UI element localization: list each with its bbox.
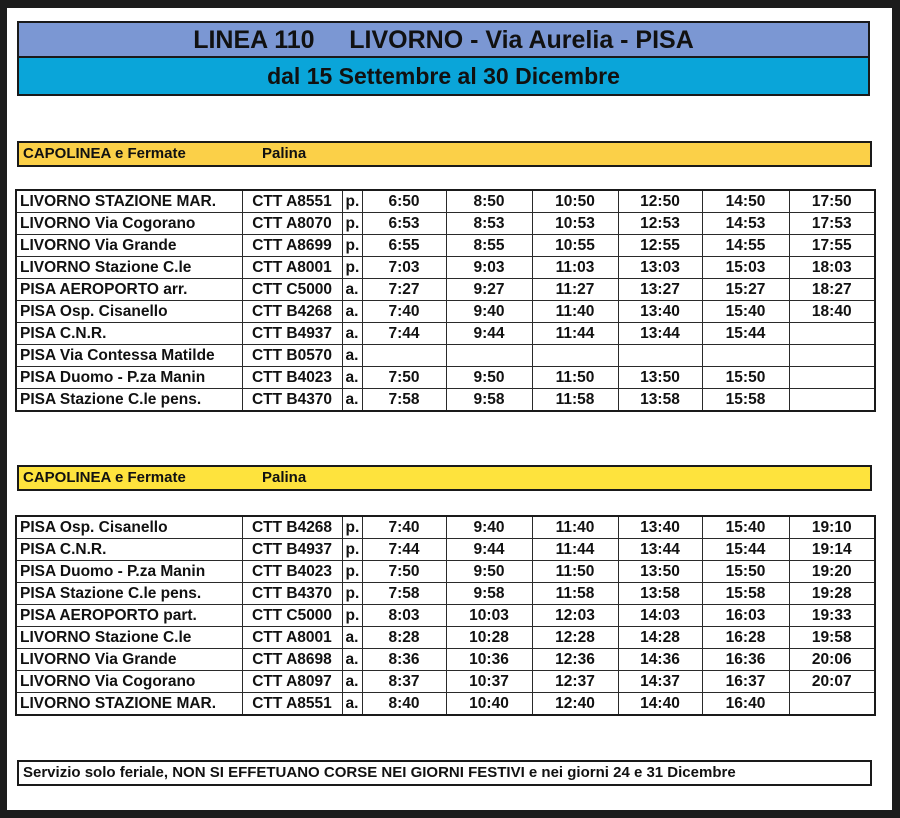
arrival-departure-flag: a.	[342, 389, 362, 412]
stop-name: LIVORNO Via Cogorano	[16, 213, 242, 235]
departure-time	[789, 323, 875, 345]
departure-time: 12:03	[532, 605, 618, 627]
timetable-row	[16, 583, 875, 605]
departure-time: 15:58	[702, 583, 789, 605]
departure-time: 14:53	[702, 213, 789, 235]
departure-time: 15:27	[702, 279, 789, 301]
stop-name: PISA Duomo - P.za Manin	[16, 367, 242, 389]
departure-time: 13:03	[618, 257, 702, 279]
palina-code: CTT C5000	[242, 605, 342, 627]
departure-time: 10:40	[446, 693, 532, 716]
arrival-departure-flag: a.	[342, 671, 362, 693]
arrival-departure-flag: a.	[342, 693, 362, 716]
palina-code: CTT B4370	[242, 389, 342, 412]
departure-time: 13:44	[618, 323, 702, 345]
timetable-row	[16, 190, 875, 213]
timetable-row	[16, 605, 875, 627]
palina-code: CTT B4370	[242, 583, 342, 605]
arrival-departure-flag: a.	[342, 323, 362, 345]
departure-time: 12:40	[532, 693, 618, 716]
inbound-palina-heading: Palina	[262, 469, 307, 486]
departure-time: 11:50	[532, 367, 618, 389]
departure-time: 17:55	[789, 235, 875, 257]
timetable-row	[16, 671, 875, 693]
timetable-row	[16, 323, 875, 345]
palina-code: CTT A8070	[242, 213, 342, 235]
timetable-row	[16, 627, 875, 649]
departure-time: 10:53	[532, 213, 618, 235]
departure-time: 10:37	[446, 671, 532, 693]
departure-time: 12:50	[618, 190, 702, 213]
inbound-header-band	[17, 465, 872, 491]
departure-time: 14:50	[702, 190, 789, 213]
departure-time: 20:07	[789, 671, 875, 693]
stop-name: LIVORNO Via Cogorano	[16, 671, 242, 693]
departure-time: 13:27	[618, 279, 702, 301]
departure-time: 13:44	[618, 539, 702, 561]
departure-time: 9:27	[446, 279, 532, 301]
departure-time: 10:03	[446, 605, 532, 627]
departure-time: 9:58	[446, 389, 532, 412]
departure-time: 13:50	[618, 561, 702, 583]
palina-code: CTT B0570	[242, 345, 342, 367]
outbound-header-band	[17, 141, 872, 167]
departure-time: 13:58	[618, 389, 702, 412]
departure-time: 16:37	[702, 671, 789, 693]
departure-time: 11:50	[532, 561, 618, 583]
departure-time: 12:28	[532, 627, 618, 649]
stop-name: PISA C.N.R.	[16, 539, 242, 561]
departure-time: 19:58	[789, 627, 875, 649]
departure-time: 15:40	[702, 516, 789, 539]
arrival-departure-flag: p.	[342, 516, 362, 539]
timetable-row	[16, 301, 875, 323]
page-title: LINEA 110 LIVORNO - Via Aurelia - PISA	[17, 21, 870, 58]
stop-name: PISA Osp. Cisanello	[16, 301, 242, 323]
palina-code: CTT A8698	[242, 649, 342, 671]
stop-name: PISA Via Contessa Matilde	[16, 345, 242, 367]
timetable-row	[16, 389, 875, 412]
departure-time	[789, 389, 875, 412]
departure-time: 11:40	[532, 516, 618, 539]
departure-time: 15:58	[702, 389, 789, 412]
departure-time	[789, 693, 875, 716]
departure-time: 15:40	[702, 301, 789, 323]
departure-time: 10:50	[532, 190, 618, 213]
validity-period: dal 15 Settembre al 30 Dicembre	[17, 58, 870, 96]
departure-time	[789, 345, 875, 367]
timetable-row	[16, 693, 875, 716]
departure-time: 11:58	[532, 389, 618, 412]
departure-time: 10:55	[532, 235, 618, 257]
timetable-row	[16, 539, 875, 561]
departure-time	[532, 345, 618, 367]
departure-time: 14:55	[702, 235, 789, 257]
departure-time: 14:28	[618, 627, 702, 649]
departure-time: 7:58	[362, 583, 446, 605]
stop-name: LIVORNO Via Grande	[16, 649, 242, 671]
arrival-departure-flag: a.	[342, 627, 362, 649]
departure-time	[702, 345, 789, 367]
departure-time: 14:40	[618, 693, 702, 716]
departure-time: 14:37	[618, 671, 702, 693]
departure-time: 6:50	[362, 190, 446, 213]
palina-code: CTT A8001	[242, 627, 342, 649]
departure-time: 15:44	[702, 323, 789, 345]
arrival-departure-flag: p.	[342, 605, 362, 627]
departure-time: 9:50	[446, 367, 532, 389]
timetable-row	[16, 367, 875, 389]
palina-code: CTT C5000	[242, 279, 342, 301]
stop-name: PISA Stazione C.le pens.	[16, 389, 242, 412]
palina-code: CTT A8699	[242, 235, 342, 257]
departure-time: 7:50	[362, 561, 446, 583]
stop-name: PISA Stazione C.le pens.	[16, 583, 242, 605]
departure-time: 8:55	[446, 235, 532, 257]
departure-time: 11:40	[532, 301, 618, 323]
departure-time: 19:14	[789, 539, 875, 561]
departure-time: 13:40	[618, 301, 702, 323]
departure-time: 7:44	[362, 539, 446, 561]
departure-time: 15:03	[702, 257, 789, 279]
departure-time: 7:40	[362, 301, 446, 323]
departure-time: 15:44	[702, 539, 789, 561]
departure-time: 19:33	[789, 605, 875, 627]
departure-time: 12:37	[532, 671, 618, 693]
arrival-departure-flag: a.	[342, 367, 362, 389]
departure-time: 18:27	[789, 279, 875, 301]
departure-time: 17:50	[789, 190, 875, 213]
departure-time: 8:37	[362, 671, 446, 693]
stop-name: PISA Osp. Cisanello	[16, 516, 242, 539]
outbound-palina-heading: Palina	[262, 145, 307, 162]
inbound-timetable	[15, 515, 876, 716]
departure-time: 9:50	[446, 561, 532, 583]
departure-time: 19:28	[789, 583, 875, 605]
palina-code: CTT B4023	[242, 561, 342, 583]
departure-time: 7:50	[362, 367, 446, 389]
arrival-departure-flag: p.	[342, 190, 362, 213]
departure-time: 18:03	[789, 257, 875, 279]
departure-time: 13:40	[618, 516, 702, 539]
departure-time: 11:03	[532, 257, 618, 279]
departure-time: 9:40	[446, 301, 532, 323]
departure-time	[618, 345, 702, 367]
departure-time: 12:53	[618, 213, 702, 235]
timetable-row	[16, 345, 875, 367]
departure-time: 8:28	[362, 627, 446, 649]
departure-time: 13:58	[618, 583, 702, 605]
departure-time: 20:06	[789, 649, 875, 671]
timetable-row	[16, 235, 875, 257]
departure-time: 9:58	[446, 583, 532, 605]
departure-time: 7:03	[362, 257, 446, 279]
departure-time: 11:58	[532, 583, 618, 605]
departure-time: 10:36	[446, 649, 532, 671]
departure-time: 8:50	[446, 190, 532, 213]
palina-code: CTT A8097	[242, 671, 342, 693]
departure-time: 8:40	[362, 693, 446, 716]
timetable-row	[16, 561, 875, 583]
departure-time: 12:55	[618, 235, 702, 257]
departure-time: 19:20	[789, 561, 875, 583]
departure-time	[446, 345, 532, 367]
departure-time: 17:53	[789, 213, 875, 235]
timetable-row	[16, 257, 875, 279]
arrival-departure-flag: p.	[342, 561, 362, 583]
inbound-stops-heading: CAPOLINEA e Fermate	[23, 469, 186, 486]
palina-code: CTT A8001	[242, 257, 342, 279]
departure-time: 14:03	[618, 605, 702, 627]
departure-time: 13:50	[618, 367, 702, 389]
palina-code: CTT B4268	[242, 516, 342, 539]
stop-name: PISA AEROPORTO part.	[16, 605, 242, 627]
arrival-departure-flag: p.	[342, 583, 362, 605]
departure-time: 6:55	[362, 235, 446, 257]
departure-time: 9:40	[446, 516, 532, 539]
departure-time: 14:36	[618, 649, 702, 671]
service-note: Servizio solo feriale, NON SI EFFETUANO CORSE NEI GIORNI FESTIVI e nei giorni 24 e 31 Dicembre	[17, 760, 872, 786]
departure-time: 10:28	[446, 627, 532, 649]
departure-time: 18:40	[789, 301, 875, 323]
departure-time: 9:44	[446, 323, 532, 345]
departure-time: 16:36	[702, 649, 789, 671]
arrival-departure-flag: p.	[342, 539, 362, 561]
stop-name: PISA C.N.R.	[16, 323, 242, 345]
palina-code: CTT B4268	[242, 301, 342, 323]
departure-time: 7:58	[362, 389, 446, 412]
stop-name: LIVORNO Stazione C.le	[16, 627, 242, 649]
stop-name: LIVORNO STAZIONE MAR.	[16, 693, 242, 716]
arrival-departure-flag: a.	[342, 301, 362, 323]
palina-code: CTT A8551	[242, 693, 342, 716]
departure-time: 15:50	[702, 367, 789, 389]
palina-code: CTT B4937	[242, 323, 342, 345]
departure-time: 15:50	[702, 561, 789, 583]
departure-time: 12:36	[532, 649, 618, 671]
arrival-departure-flag: p.	[342, 257, 362, 279]
timetable-row	[16, 516, 875, 539]
palina-code: CTT B4937	[242, 539, 342, 561]
palina-code: CTT A8551	[242, 190, 342, 213]
stop-name: PISA Duomo - P.za Manin	[16, 561, 242, 583]
departure-time: 7:44	[362, 323, 446, 345]
stop-name: PISA AEROPORTO arr.	[16, 279, 242, 301]
stop-name: LIVORNO Via Grande	[16, 235, 242, 257]
outbound-stops-heading: CAPOLINEA e Fermate	[23, 145, 186, 162]
departure-time: 6:53	[362, 213, 446, 235]
arrival-departure-flag: p.	[342, 213, 362, 235]
arrival-departure-flag: a.	[342, 345, 362, 367]
departure-time: 9:44	[446, 539, 532, 561]
departure-time: 19:10	[789, 516, 875, 539]
arrival-departure-flag: p.	[342, 235, 362, 257]
departure-time: 16:03	[702, 605, 789, 627]
departure-time: 16:40	[702, 693, 789, 716]
departure-time: 8:36	[362, 649, 446, 671]
stop-name: LIVORNO STAZIONE MAR.	[16, 190, 242, 213]
departure-time: 7:27	[362, 279, 446, 301]
departure-time: 9:03	[446, 257, 532, 279]
outbound-timetable	[15, 189, 876, 412]
arrival-departure-flag: a.	[342, 279, 362, 301]
departure-time	[362, 345, 446, 367]
arrival-departure-flag: a.	[342, 649, 362, 671]
departure-time: 11:27	[532, 279, 618, 301]
departure-time: 11:44	[532, 323, 618, 345]
timetable-row	[16, 279, 875, 301]
timetable-row	[16, 213, 875, 235]
departure-time: 7:40	[362, 516, 446, 539]
departure-time	[789, 367, 875, 389]
palina-code: CTT B4023	[242, 367, 342, 389]
departure-time: 16:28	[702, 627, 789, 649]
departure-time: 8:03	[362, 605, 446, 627]
departure-time: 8:53	[446, 213, 532, 235]
timetable-row	[16, 649, 875, 671]
stop-name: LIVORNO Stazione C.le	[16, 257, 242, 279]
departure-time: 11:44	[532, 539, 618, 561]
